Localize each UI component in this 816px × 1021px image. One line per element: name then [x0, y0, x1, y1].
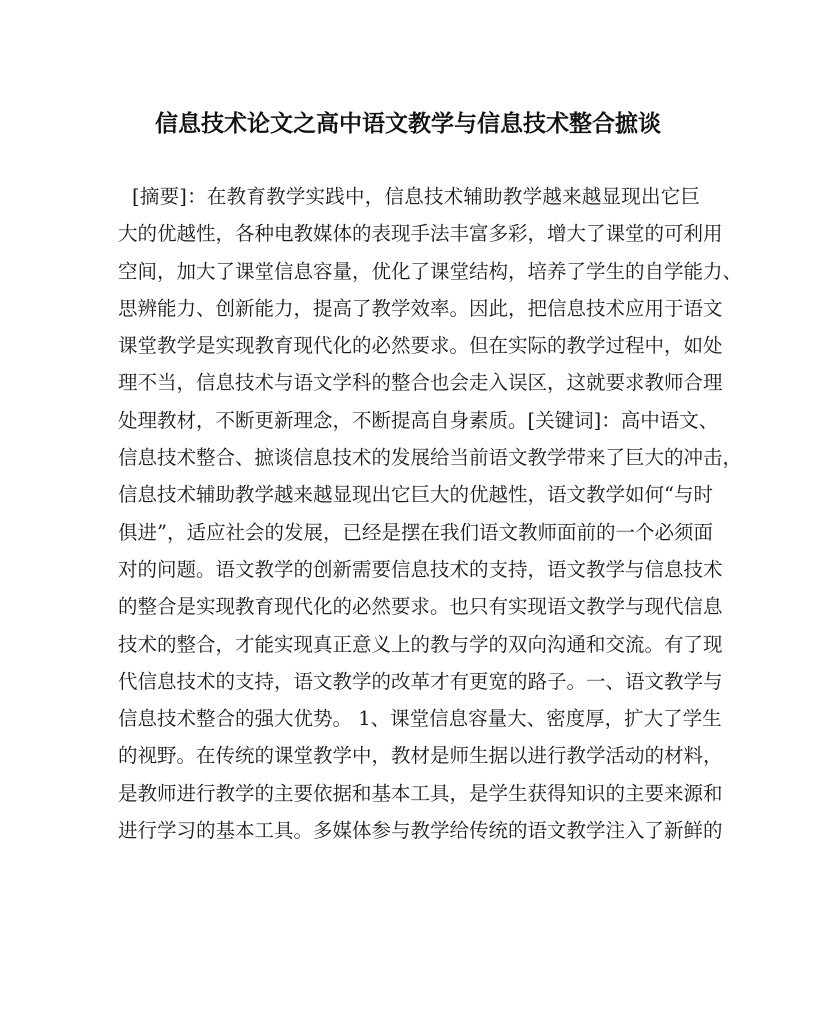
body-line: 是教师进行教学的主要依据和基本工具，是学生获得知识的主要来源和 [118, 781, 723, 805]
body-line: 信息技术辅助教学越来越显现出它巨大的优越性，语文教学如何“与时 [118, 483, 713, 507]
body-line: 处理教材，不断更新理念，不断提高自身素质。[关键词]：高中语文、 [118, 408, 719, 432]
body-line: 代信息技术的支持，语文教学的改革才有更宽的路子。一、语文教学与 [118, 669, 723, 693]
body-line: 思辨能力、创新能力，提高了教学效率。因此，把信息技术应用于语文 [118, 296, 723, 320]
body-line: [摘要]：在教育教学实践中，信息技术辅助教学越来越显现出它巨 [132, 185, 700, 208]
body-line: 的整合是实现教育现代化的必然要求。也只有实现语文教学与现代信息 [118, 595, 723, 619]
body-line: 对的问题。语文教学的创新需要信息技术的支持，语文教学与信息技术 [118, 557, 723, 581]
body-line: 进行学习的基本工具。多媒体参与教学给传统的语文教学注入了新鲜的 [118, 819, 723, 843]
body-line: 空间，加大了课堂信息容量，优化了课堂结构，培养了学生的自学能力、 [118, 259, 743, 283]
body-line: 技术的整合，才能实现真正意义上的教与学的双向沟通和交流。有了现 [118, 632, 723, 656]
body-line: 课堂教学是实现教育现代化的必然要求。但在实际的教学过程中，如处 [118, 334, 723, 358]
body-line: 信息技术整合的强大优势。 1、课堂信息容量大、密度厚，扩大了学生 [118, 707, 722, 731]
document-body [118, 183, 743, 854]
body-line: 理不当，信息技术与语文学科的整合也会走入误区，这就要求教师合理 [118, 371, 723, 395]
body-line: 俱进”，适应社会的发展，已经是摆在我们语文教师面前的一个必须面 [118, 520, 713, 544]
body-line: 信息技术整合、摭谈信息技术的发展给当前语文教学带来了巨大的冲击， [118, 446, 743, 470]
body-line: 的视野。在传统的课堂教学中，教材是师生据以进行教学活动的材料， [118, 744, 723, 768]
document-title: 信息技术论文之高中语文教学与信息技术整合摭谈 [155, 110, 661, 137]
body-line: 大的优越性，各种电教媒体的表现手法丰富多彩，增大了课堂的可利用 [118, 222, 723, 246]
